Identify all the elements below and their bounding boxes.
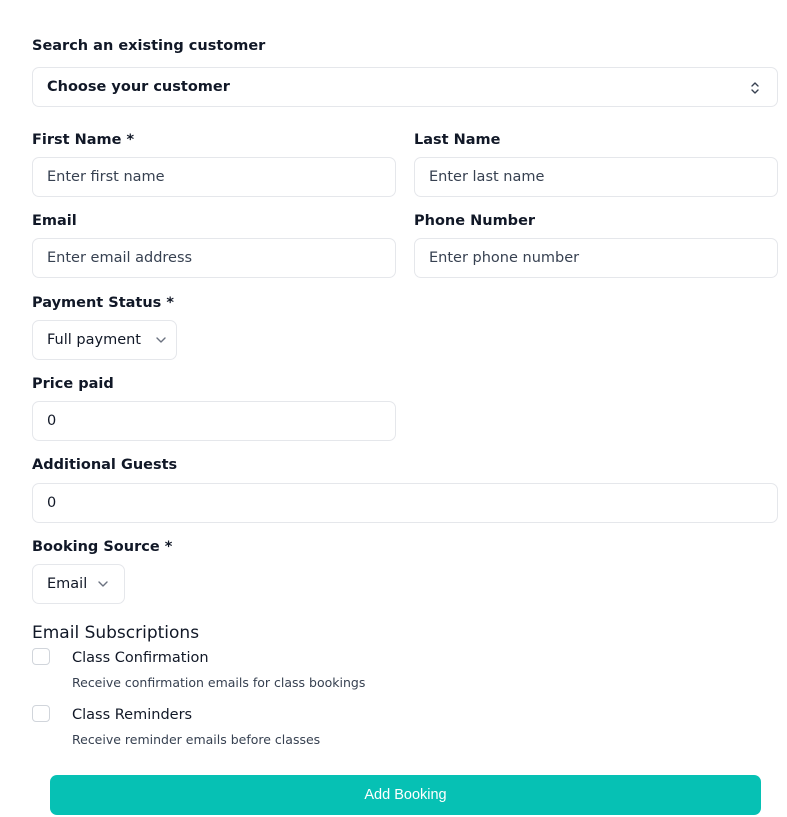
- price-paid-input[interactable]: [32, 401, 396, 441]
- payment-status-value: Full payment: [47, 332, 141, 348]
- chevron-down-icon: [155, 336, 167, 344]
- booking-source-select[interactable]: [32, 564, 125, 604]
- email-placeholder: Enter email address: [47, 250, 193, 266]
- price-paid-label: Price paid: [32, 376, 114, 392]
- customer-select[interactable]: [32, 67, 778, 107]
- class-reminders-description: Receive reminder emails before classes: [72, 732, 321, 747]
- add-booking-button[interactable]: Add Booking: [50, 775, 761, 815]
- last-name-label: Last Name: [414, 132, 501, 148]
- phone-placeholder: Enter phone number: [429, 250, 580, 266]
- first-name-input[interactable]: [32, 157, 396, 197]
- class-confirmation-label: Class Confirmation: [72, 650, 209, 666]
- additional-guests-input[interactable]: [32, 483, 778, 523]
- customer-search-label: Search an existing customer: [32, 38, 266, 54]
- price-paid-value: 0: [47, 413, 57, 429]
- phone-label: Phone Number: [414, 213, 536, 229]
- class-confirmation-checkbox[interactable]: [32, 648, 50, 665]
- class-reminders-checkbox[interactable]: [32, 705, 50, 722]
- last-name-input[interactable]: [414, 157, 778, 197]
- payment-status-label: Payment Status *: [32, 295, 174, 311]
- email-label: Email: [32, 213, 77, 229]
- phone-input[interactable]: [414, 238, 778, 278]
- first-name-label: First Name *: [32, 132, 135, 148]
- email-input[interactable]: [32, 238, 396, 278]
- additional-guests-label: Additional Guests: [32, 457, 178, 473]
- chevron-down-icon: [97, 580, 109, 588]
- booking-source-value: Email: [47, 576, 88, 592]
- email-subscriptions-title: Email Subscriptions: [32, 623, 200, 643]
- payment-status-select[interactable]: [32, 320, 177, 360]
- chevron-up-down-icon: [749, 80, 761, 96]
- additional-guests-value: 0: [47, 495, 57, 511]
- class-confirmation-description: Receive confirmation emails for class bookings: [72, 675, 366, 690]
- booking-source-label: Booking Source *: [32, 539, 173, 555]
- last-name-placeholder: Enter last name: [429, 169, 545, 185]
- first-name-placeholder: Enter first name: [47, 169, 165, 185]
- class-reminders-label: Class Reminders: [72, 707, 193, 723]
- customer-select-value: Choose your customer: [47, 79, 230, 95]
